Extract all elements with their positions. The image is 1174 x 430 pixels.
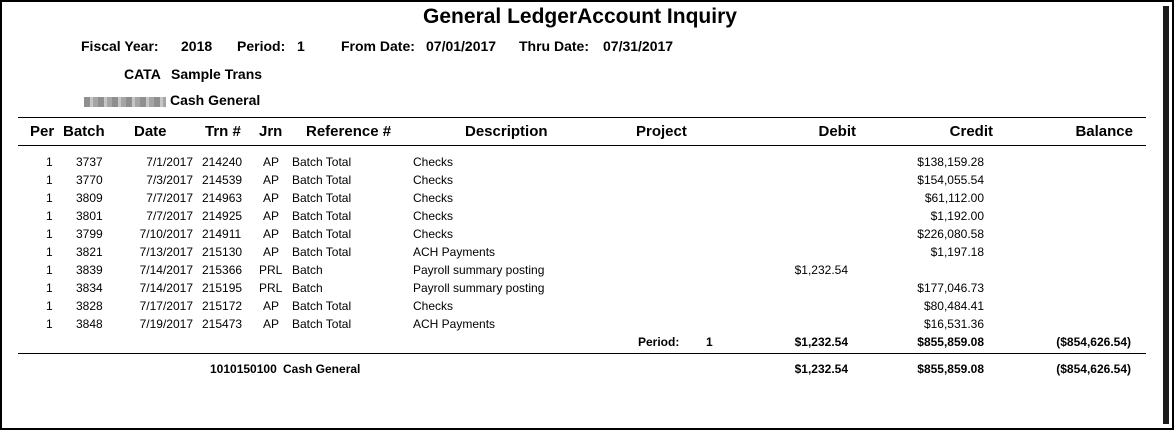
cell-trn: 214539 bbox=[202, 173, 243, 187]
cell-description: Checks bbox=[413, 191, 454, 205]
cell-reference: Batch Total bbox=[292, 227, 352, 241]
cell-trn: 214963 bbox=[202, 191, 243, 205]
redacted-account-number bbox=[84, 93, 166, 111]
period-total-balance: ($854,626.54) bbox=[1056, 335, 1131, 349]
fiscal-year-value: 2018 bbox=[181, 38, 213, 54]
account-total-debit: $1,232.54 bbox=[794, 362, 848, 376]
cell-description: Checks bbox=[413, 209, 454, 223]
cell-date: 7/7/2017 bbox=[146, 209, 193, 223]
cell-reference: Batch Total bbox=[292, 155, 352, 169]
cell-date: 7/10/2017 bbox=[139, 227, 193, 241]
table-row bbox=[0, 227, 1174, 245]
cell-batch: 3801 bbox=[76, 209, 103, 223]
cell-per: 1 bbox=[46, 191, 53, 205]
cell-jrn: AP bbox=[263, 227, 280, 241]
cell-date: 7/1/2017 bbox=[146, 155, 193, 169]
cell-credit: $1,197.18 bbox=[930, 245, 984, 259]
cell-credit: $138,159.28 bbox=[917, 155, 984, 169]
period-total-label: Period: bbox=[638, 335, 680, 349]
cell-jrn: AP bbox=[263, 173, 280, 187]
cell-date: 7/17/2017 bbox=[139, 299, 193, 313]
cell-trn: 215130 bbox=[202, 245, 243, 259]
cell-reference: Batch bbox=[292, 281, 323, 295]
cell-credit: $154,055.54 bbox=[917, 173, 984, 187]
period-total-period: 1 bbox=[706, 335, 713, 349]
report-title: General LedgerAccount Inquiry bbox=[423, 5, 737, 28]
col-balance: Balance bbox=[1075, 123, 1133, 140]
cell-batch: 3839 bbox=[76, 263, 103, 277]
cell-credit: $80,484.41 bbox=[923, 299, 984, 313]
cell-reference: Batch bbox=[292, 263, 323, 277]
cell-credit: $1,192.00 bbox=[930, 209, 984, 223]
thru-date-label: Thru Date: bbox=[519, 38, 589, 54]
cell-jrn: PRL bbox=[259, 263, 283, 277]
table-row bbox=[0, 299, 1174, 317]
cell-description: Checks bbox=[413, 173, 454, 187]
entity-name: Sample Trans bbox=[171, 66, 263, 82]
cell-trn: 215195 bbox=[202, 281, 243, 295]
cell-description: Checks bbox=[413, 155, 454, 169]
col-debit: Debit bbox=[818, 123, 856, 140]
cell-reference: Batch Total bbox=[292, 191, 352, 205]
col-credit: Credit bbox=[949, 123, 993, 140]
header-top-rule bbox=[18, 117, 1146, 118]
col-reference: Reference # bbox=[306, 123, 392, 140]
cell-reference: Batch Total bbox=[292, 299, 352, 313]
table-row bbox=[0, 209, 1174, 227]
table-row bbox=[0, 317, 1174, 335]
cell-date: 7/14/2017 bbox=[139, 281, 193, 295]
table-row bbox=[0, 245, 1174, 263]
entity-code: CATA bbox=[124, 66, 161, 82]
account-total-credit: $855,859.08 bbox=[917, 362, 984, 376]
cell-jrn: AP bbox=[263, 191, 280, 205]
col-project: Project bbox=[636, 123, 687, 140]
account-total-number: 1010150100 bbox=[210, 362, 277, 376]
cell-batch: 3828 bbox=[76, 299, 103, 313]
table-row bbox=[0, 191, 1174, 209]
cell-date: 7/7/2017 bbox=[146, 191, 193, 205]
cell-description: ACH Payments bbox=[413, 317, 496, 331]
cell-description: Checks bbox=[413, 227, 454, 241]
cell-credit: $61,112.00 bbox=[924, 191, 984, 205]
cell-batch: 3799 bbox=[76, 227, 103, 241]
cell-per: 1 bbox=[46, 299, 53, 313]
cell-debit: $1,232.54 bbox=[794, 263, 848, 277]
col-jrn: Jrn bbox=[259, 123, 283, 140]
table-row bbox=[0, 173, 1174, 191]
from-date-label: From Date: bbox=[341, 38, 415, 54]
cell-batch: 3834 bbox=[76, 281, 103, 295]
cell-per: 1 bbox=[46, 245, 53, 259]
cell-trn: 215172 bbox=[202, 299, 243, 313]
table-row bbox=[0, 155, 1174, 173]
cell-reference: Batch Total bbox=[292, 173, 352, 187]
account-total-balance: ($854,626.54) bbox=[1056, 362, 1131, 376]
cell-trn: 214240 bbox=[202, 155, 243, 169]
thru-date-value: 07/31/2017 bbox=[603, 38, 674, 54]
cell-batch: 3809 bbox=[76, 191, 103, 205]
table-row bbox=[0, 281, 1174, 299]
cell-credit: $177,046.73 bbox=[917, 281, 984, 295]
cell-reference: Batch Total bbox=[292, 209, 352, 223]
cell-per: 1 bbox=[46, 173, 53, 187]
cell-description: Payroll summary posting bbox=[413, 263, 545, 277]
col-per: Per bbox=[30, 123, 55, 140]
cell-trn: 214911 bbox=[202, 227, 242, 241]
cell-jrn: PRL bbox=[259, 281, 283, 295]
cell-description: ACH Payments bbox=[413, 245, 496, 259]
cell-per: 1 bbox=[46, 281, 53, 295]
from-date-value: 07/01/2017 bbox=[426, 38, 497, 54]
cell-trn: 215366 bbox=[202, 263, 243, 277]
cell-jrn: AP bbox=[263, 245, 280, 259]
total-separator-rule bbox=[18, 353, 1146, 354]
col-batch: Batch bbox=[63, 123, 105, 140]
cell-trn: 214925 bbox=[202, 209, 243, 223]
cell-jrn: AP bbox=[263, 155, 280, 169]
cell-date: 7/3/2017 bbox=[146, 173, 193, 187]
period-total-debit: $1,232.54 bbox=[794, 335, 848, 349]
fiscal-year-label: Fiscal Year: bbox=[81, 38, 159, 54]
account-total-row bbox=[0, 362, 1174, 380]
cell-credit: $16,531.36 bbox=[923, 317, 984, 331]
cell-per: 1 bbox=[46, 209, 53, 223]
cell-date: 7/19/2017 bbox=[139, 317, 193, 331]
account-total-name: Cash General bbox=[283, 362, 361, 376]
cell-trn: 215473 bbox=[202, 317, 243, 331]
cell-description: Payroll summary posting bbox=[413, 281, 545, 295]
cell-reference: Batch Total bbox=[292, 317, 352, 331]
cell-per: 1 bbox=[46, 155, 53, 169]
header-bottom-rule bbox=[18, 145, 1146, 146]
period-total-credit: $855,859.08 bbox=[917, 335, 984, 349]
cell-credit: $226,080.58 bbox=[917, 227, 984, 241]
cell-jrn: AP bbox=[263, 317, 280, 331]
cell-reference: Batch Total bbox=[292, 245, 352, 259]
table-row bbox=[0, 263, 1174, 281]
cell-description: Checks bbox=[413, 299, 454, 313]
col-trn: Trn # bbox=[205, 123, 241, 140]
period-total-row bbox=[0, 335, 1174, 353]
col-date: Date bbox=[134, 123, 167, 140]
cell-jrn: AP bbox=[263, 299, 280, 313]
account-name: Cash General bbox=[170, 92, 261, 108]
cell-per: 1 bbox=[46, 317, 53, 331]
cell-per: 1 bbox=[46, 227, 53, 241]
cell-batch: 3737 bbox=[76, 155, 103, 169]
cell-batch: 3848 bbox=[76, 317, 103, 331]
cell-jrn: AP bbox=[263, 209, 280, 223]
cell-batch: 3770 bbox=[76, 173, 103, 187]
cell-per: 1 bbox=[46, 263, 53, 277]
cell-batch: 3821 bbox=[76, 245, 103, 259]
cell-date: 7/13/2017 bbox=[139, 245, 193, 259]
period-value: 1 bbox=[297, 38, 305, 54]
period-label: Period: bbox=[237, 38, 286, 54]
cell-date: 7/14/2017 bbox=[139, 263, 193, 277]
col-description: Description bbox=[465, 123, 548, 140]
